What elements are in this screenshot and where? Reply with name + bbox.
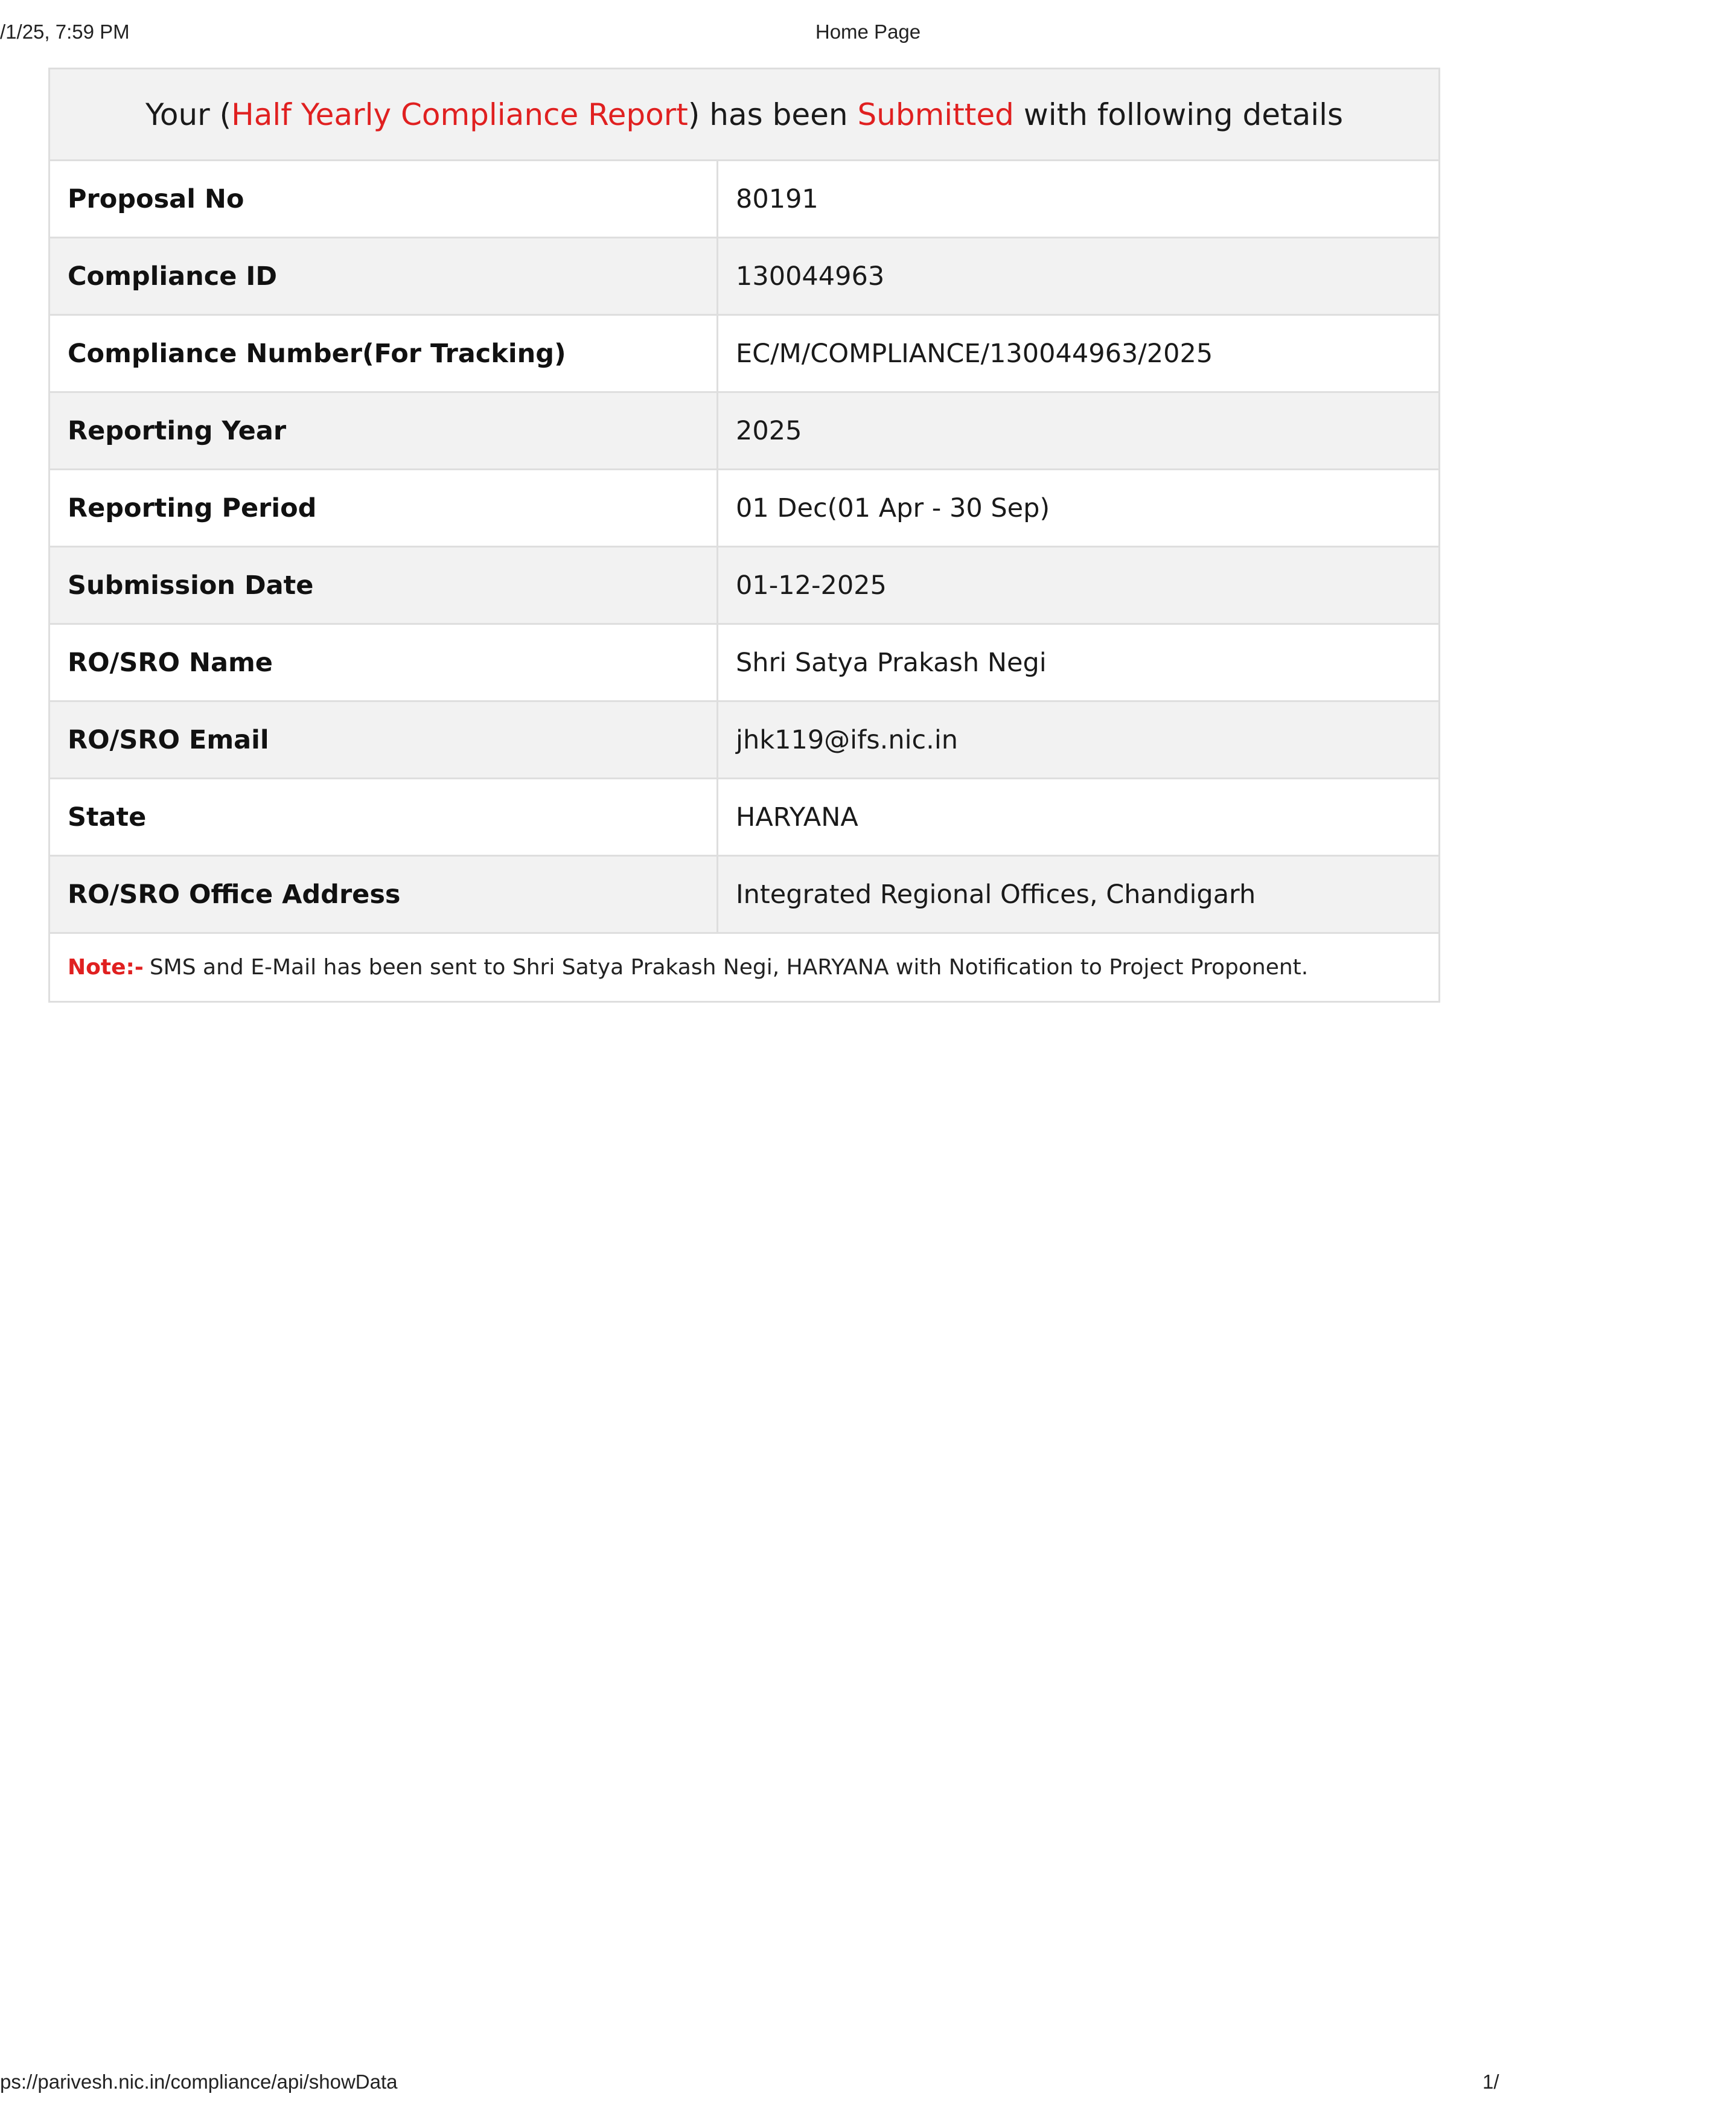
row-label: Proposal No bbox=[50, 161, 718, 238]
print-datetime: /1/25, 7:59 PM bbox=[0, 21, 130, 43]
row-label: State bbox=[50, 779, 718, 856]
row-value: 2025 bbox=[718, 392, 1439, 470]
table-row bbox=[50, 779, 1438, 856]
banner-suffix: with following details bbox=[1013, 97, 1344, 132]
note-label: Note:- bbox=[68, 955, 144, 980]
table-row bbox=[50, 238, 1438, 315]
row-value: 01-12-2025 bbox=[718, 547, 1439, 624]
row-label: RO/SRO Email bbox=[50, 701, 718, 779]
note-text: SMS and E-Mail has been sent to Shri Satya Prakash Negi, HARYANA with Notification to Project Proponent. bbox=[149, 955, 1309, 980]
table-row bbox=[50, 392, 1438, 470]
print-page-title: Home Page bbox=[815, 21, 921, 43]
details-table bbox=[50, 161, 1438, 934]
print-url: ps://parivesh.nic.in/compliance/api/showData bbox=[0, 2071, 398, 2093]
row-value: 80191 bbox=[718, 161, 1439, 238]
row-value: 01 Dec(01 Apr - 30 Sep) bbox=[718, 470, 1439, 547]
row-value: 130044963 bbox=[718, 238, 1439, 315]
row-label: RO/SRO Name bbox=[50, 624, 718, 701]
banner-report-type: Half Yearly Compliance Report bbox=[231, 97, 688, 132]
row-label: RO/SRO Office Address bbox=[50, 856, 718, 933]
row-label: Submission Date bbox=[50, 547, 718, 624]
row-label: Compliance Number(For Tracking) bbox=[50, 315, 718, 392]
table-row bbox=[50, 161, 1438, 238]
row-value: EC/M/COMPLIANCE/130044963/2025 bbox=[718, 315, 1439, 392]
table-row bbox=[50, 856, 1438, 933]
banner-middle: ) has been bbox=[688, 97, 858, 132]
row-label: Compliance ID bbox=[50, 238, 718, 315]
table-row bbox=[50, 547, 1438, 624]
row-label: Reporting Year bbox=[50, 392, 718, 470]
row-value: HARYANA bbox=[718, 779, 1439, 856]
submission-summary-card bbox=[48, 68, 1440, 1003]
row-label: Reporting Period bbox=[50, 470, 718, 547]
row-value: jhk119@ifs.nic.in bbox=[718, 701, 1439, 779]
row-value: Integrated Regional Offices, Chandigarh bbox=[718, 856, 1439, 933]
table-row bbox=[50, 701, 1438, 779]
banner-status: Submitted bbox=[857, 97, 1014, 132]
notification-note bbox=[50, 934, 1438, 1001]
table-row bbox=[50, 315, 1438, 392]
print-page-number: 1/ bbox=[1482, 2071, 1499, 2093]
banner-prefix: Your ( bbox=[145, 97, 232, 132]
table-row bbox=[50, 470, 1438, 547]
row-value: Shri Satya Prakash Negi bbox=[718, 624, 1439, 701]
table-row bbox=[50, 624, 1438, 701]
submission-banner bbox=[50, 69, 1438, 161]
